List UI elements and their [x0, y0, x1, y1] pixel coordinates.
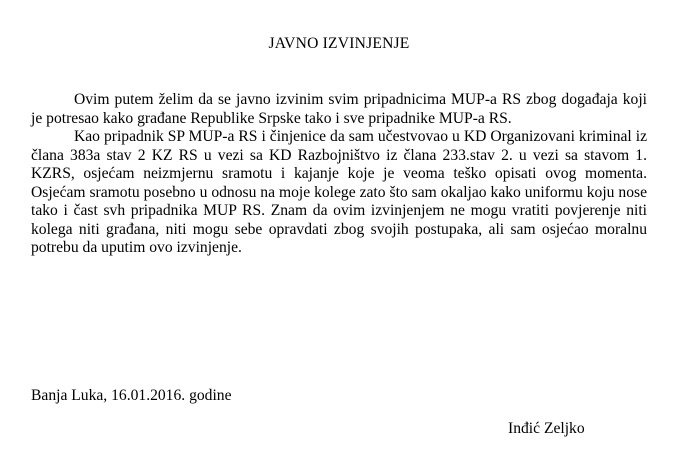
paragraph-apology: Ovim putem želim da se javno izvinim svim pripadnicima MUP-a RS zbog događaja koji je potresao kako građane Republike Srpske tako i sve pripadnike MUP-a RS.: [31, 91, 647, 127]
place-and-date: Banja Luka, 16.01.2016. godine: [31, 387, 232, 404]
document-title: JAVNO IZVINJENJE: [268, 35, 410, 52]
signature-name: Inđić Zeljko: [508, 420, 585, 437]
paragraph-statement: Kao pripadnik SP MUP-a RS i činjenice da sam učestvovao u KD Organizovani kriminal iz člana 383a stav 2 KZ RS u vezi sa KD Razbojništvo iz člana 233.stav 2. u vezi sa stavom 1. KZRS, osjećam neizmjernu sramotu i kajanje koje je veoma teško opisati ovog momenta. Osjećam sramotu posebno u odnosu na moje kolege zato što sam okaljao kako uniformu koju nose tako i čast svh pripadnika MUP RS. Znam da ovim izvinjenjem ne mogu vratiti povjerenje niti kolega niti građana, niti mogu sebe opravdati zbog svojih postupaka, ali sam osjećao moralnu potrebu da uputim ovo izvinjenje.: [31, 128, 647, 256]
document-body: [31, 91, 647, 258]
